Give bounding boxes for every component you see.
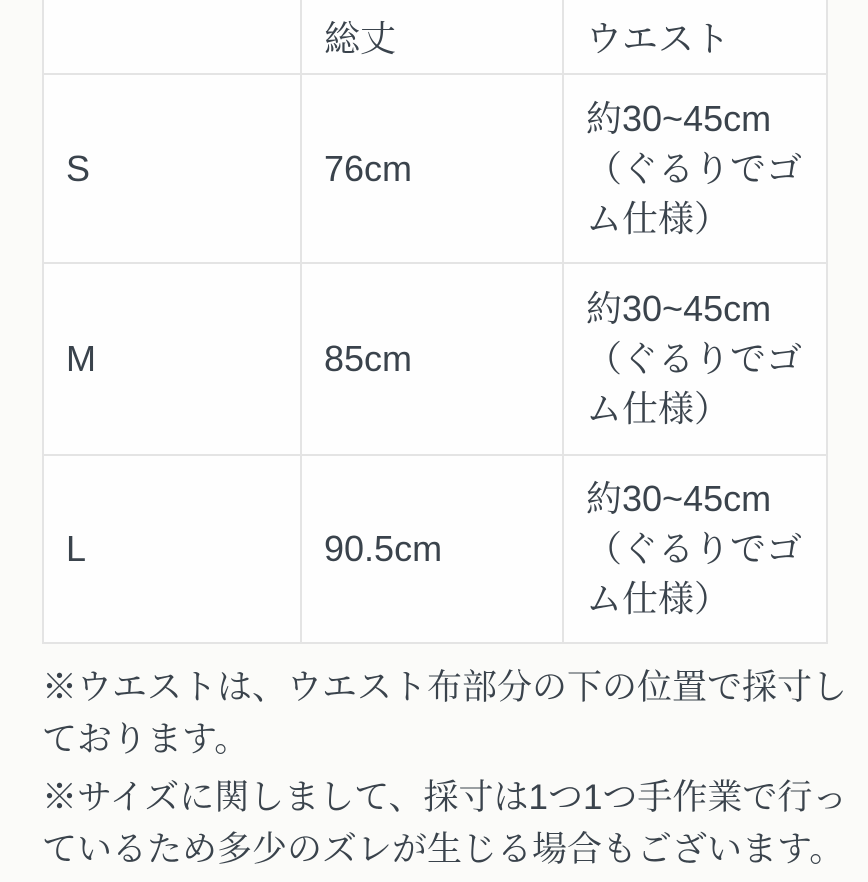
col-header-length: 総丈 [301,0,563,74]
col-header-size [43,0,301,74]
table-row-size-l [43,455,827,643]
size-cell: L [43,455,301,643]
note-size-tolerance [42,772,848,876]
note-line: ※サイズに関しまして、採寸は1つ1つ手作業で行っ [42,778,848,817]
waist-line: ム仕様） [586,388,731,429]
waist-line: （ぐるりでゴ [586,338,803,379]
size-cell: M [43,263,301,455]
waist-line: ム仕様） [586,197,731,239]
waist-line: 約30~45cm [586,97,772,139]
note-line: ております。 [42,720,250,759]
waist-cell [563,74,827,263]
waist-line: 約30~45cm [586,478,772,519]
waist-line: （ぐるりでゴ [586,147,803,189]
col-header-waist: ウエスト [563,0,827,74]
table-row-size-s [43,74,827,263]
length-cell: 85cm [301,263,563,455]
length-cell: 90.5cm [301,455,563,643]
size-chart-table [42,0,828,644]
table-row-size-m [43,263,827,455]
note-waist-measurement [42,662,848,766]
length-cell: 76cm [301,74,563,263]
measurement-notes [42,662,848,882]
size-cell: S [43,74,301,263]
waist-line: 約30~45cm [586,288,772,329]
header-row [43,0,827,74]
waist-cell [563,263,827,455]
note-line: ているため多少のズレが生じる場合もございます。 [42,830,845,869]
waist-line: ム仕様） [586,578,731,619]
waist-cell [563,455,827,643]
waist-line: （ぐるりでゴ [586,528,803,569]
note-line: ※ウエストは、ウエスト布部分の下の位置で採寸し [42,668,848,707]
